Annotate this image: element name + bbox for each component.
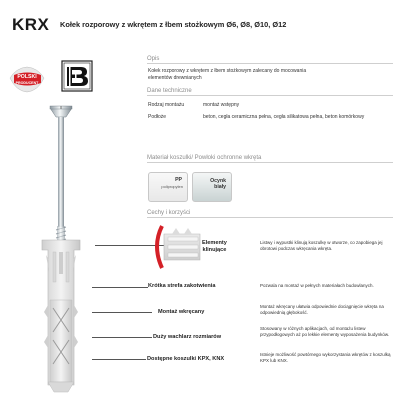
material-pp-name: PP: [175, 177, 182, 183]
feature-title-koszulki: Dostępne koszulki KPX, KNX: [147, 356, 225, 362]
feature-title-rozmiary: Duży wachlarz rozmiarów: [153, 334, 222, 340]
product-image: [20, 100, 100, 400]
section-divider: [147, 95, 393, 96]
feature-title-strefa: Krótka strefa zakotwienia: [148, 283, 216, 289]
feature-desc: Pozwala na montaż w pełnych materiałach budowlanych.: [260, 283, 374, 288]
section-heading-dane: Dane techniczne: [147, 88, 192, 94]
leader-line: [92, 337, 152, 338]
spec-value: beton, cegła ceramiczna pełna, cegła silikatowa pełna, beton komórkowy: [203, 114, 365, 120]
producent-label: PRODUCENT: [15, 80, 39, 85]
material-pp-sub: polipropylen: [161, 184, 183, 189]
brand-logo-icon: [61, 60, 93, 92]
feature-desc: Istnieje możliwość powtórnego wykorzystania wkrętów z koszulką KPX lub KNX.: [260, 352, 391, 363]
leader-line: [92, 312, 152, 313]
feature-desc: Stosowany w różnych aplikacjach, od montażu listew przypodłogowych aż po lekkie elementy wyposażenia budynków.: [260, 326, 390, 337]
section-heading-opis: Opis: [147, 56, 160, 62]
opis-text: Kołek rozporowy z wkrętem z łbem stożkowym zalecany do mocowania elementów drewnianych: [148, 68, 307, 82]
section-divider: [147, 217, 393, 218]
section-heading-cechy: Cechy i korzyści: [147, 210, 191, 216]
leader-line: [92, 287, 148, 288]
material-zinc-name-2: biały: [214, 184, 226, 190]
material-zinc-name: Ocynk: [210, 178, 226, 184]
spec-value: montaż wstępny: [203, 102, 240, 108]
feature-title-elementy: Elementy klinujące: [202, 240, 227, 253]
feature-desc: Montaż wkręcany ułatwia odpowiednie dociągnięcie wkręta na odpowiednią głębokość.: [260, 304, 384, 315]
polski-producent-badge: [8, 64, 46, 94]
polski-label: POLSKI: [17, 74, 37, 80]
product-title: Kołek rozporowy z wkrętem z łbem stożkowym Ø6, Ø8, Ø10, Ø12: [60, 20, 287, 29]
feature-desc: Listwy i wypustki klinują koszulkę w otworze, co zapobiega jej obrotowi podczas wkręcania wkręta.: [260, 240, 383, 251]
material-pp-tile: [148, 172, 188, 202]
section-heading-material: Materiał koszulki/ Powłoki ochronne wkręta: [147, 155, 262, 161]
section-divider: [147, 63, 393, 64]
product-code: KRX: [12, 15, 50, 34]
spec-label: Podłoże: [148, 114, 167, 120]
section-divider: [147, 162, 393, 163]
plug-detail-image: [148, 222, 202, 272]
spec-label: Rodzaj montażu: [148, 102, 185, 108]
material-zinc-tile: [192, 172, 232, 202]
leader-line: [92, 359, 146, 360]
feature-title-montaz: Montaż wkręcany: [158, 309, 205, 315]
